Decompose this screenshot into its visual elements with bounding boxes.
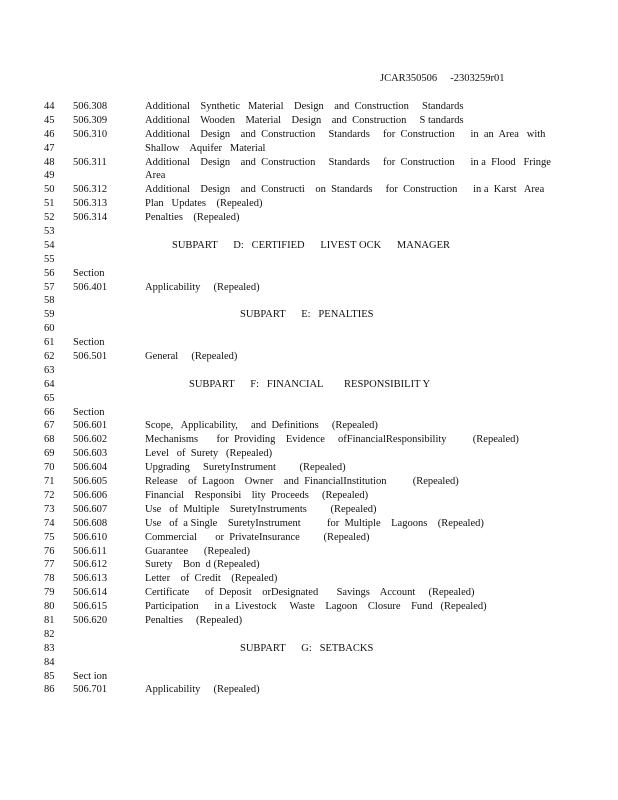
section-title: Additional Design and Construction Standards for Construction in an Area with [145, 128, 546, 140]
document-line [0, 558, 618, 572]
section-number: 506.309 [73, 114, 108, 126]
section-number: 506.605 [73, 476, 108, 488]
document-line [0, 128, 618, 142]
line-number: 73 [44, 503, 55, 515]
section-title: Use of a Single SuretyInstrument for Multiple Lagoons (Repealed) [145, 517, 484, 529]
document-line [0, 364, 618, 378]
section-title: Release of Lagoon Owner and FinancialInstitution (Repealed) [145, 476, 459, 488]
line-number: 53 [44, 226, 55, 238]
line-number: 54 [44, 239, 55, 251]
section-title: Use of Multiple SuretyInstruments (Repealed) [145, 503, 377, 515]
document-line [0, 156, 618, 170]
line-number: 68 [44, 434, 55, 446]
line-number: 71 [44, 476, 55, 488]
section-number: 506.614 [73, 587, 108, 599]
section-number: 506.611 [73, 545, 107, 557]
section-number: 506.610 [73, 531, 108, 543]
section-number: 506.620 [73, 614, 108, 626]
line-number: 72 [44, 489, 55, 501]
section-number: 506.615 [73, 601, 108, 613]
document-line [0, 670, 618, 684]
document-line [0, 100, 618, 114]
line-number: 59 [44, 309, 55, 321]
section-number: 506.313 [73, 198, 108, 210]
line-number: 69 [44, 448, 55, 460]
line-number: 58 [44, 295, 55, 307]
section-number: 506.601 [73, 420, 108, 432]
document-line [0, 531, 618, 545]
line-number: 44 [44, 101, 55, 112]
document-line [0, 683, 618, 697]
section-title: Letter of Credit (Repealed) [145, 573, 278, 585]
document-line [0, 211, 618, 225]
line-number: 86 [44, 684, 55, 696]
document-line [0, 517, 618, 531]
line-number: 57 [44, 281, 55, 293]
line-number: 74 [44, 517, 55, 529]
section-title: Applicability (Repealed) [145, 684, 260, 696]
section-number: 506.606 [73, 489, 108, 501]
section-title: Plan Updates (Repealed) [145, 198, 263, 210]
section-number: Section [73, 267, 105, 279]
document-line [0, 294, 618, 308]
table-of-contents [0, 100, 618, 697]
document-line [0, 169, 618, 183]
section-title: Commercial or PrivateInsurance (Repealed) [145, 531, 370, 543]
section-number: 506.602 [73, 434, 108, 446]
section-number: 506.314 [73, 212, 108, 224]
document-line [0, 142, 618, 156]
section-number: 506.312 [73, 184, 108, 196]
document-line [0, 322, 618, 336]
section-title: Upgrading SuretyInstrument (Repealed) [145, 462, 346, 474]
section-title: Additional Design and Constructi on Standards for Construction in a Karst Area [145, 184, 545, 196]
section-number: 506.310 [73, 128, 108, 140]
subpart-heading: SUBPART G: SETBACKS [240, 642, 374, 654]
line-number: 84 [44, 656, 55, 668]
section-number: 506.607 [73, 503, 108, 515]
section-title: Additional Wooden Material Design and Construction S tandards [145, 114, 464, 126]
section-number: 506.501 [73, 351, 108, 363]
document-line [0, 197, 618, 211]
document-line [0, 419, 618, 433]
section-title: Guarantee (Repealed) [145, 545, 250, 557]
subpart-heading: SUBPART F: FINANCIAL RESPONSIBILIT Y [189, 378, 431, 390]
section-title: Shallow Aquifer Material [145, 142, 266, 154]
line-number: 81 [44, 614, 55, 626]
line-number: 67 [44, 420, 55, 432]
document-line [0, 475, 618, 489]
document-line [0, 267, 618, 281]
line-number: 82 [44, 628, 55, 640]
document-line [0, 253, 618, 267]
line-number: 85 [44, 670, 55, 682]
section-title: Financial Responsibi lity Proceeds (Repealed) [145, 489, 369, 501]
document-line [0, 545, 618, 559]
document-line [0, 600, 618, 614]
line-number: 70 [44, 462, 55, 474]
section-number: 506.401 [73, 281, 108, 293]
section-title: Applicability (Repealed) [145, 281, 260, 293]
document-line [0, 350, 618, 364]
section-number: 506.311 [73, 156, 107, 168]
section-number: 506.701 [73, 684, 108, 696]
document-line [0, 572, 618, 586]
line-number: 46 [44, 128, 55, 140]
subpart-heading: SUBPART E: PENALTIES [240, 309, 374, 321]
line-number: 64 [44, 378, 55, 390]
document-line [0, 114, 618, 128]
document-line [0, 642, 618, 656]
section-title: Additional Design and Construction Standards for Construction in a Flood Fringe [145, 156, 551, 168]
line-number: 48 [44, 156, 55, 168]
line-number: 66 [44, 406, 55, 418]
section-title: Level of Surety (Repealed) [145, 448, 273, 460]
document-line [0, 183, 618, 197]
document-line [0, 628, 618, 642]
section-number: Sect ion [73, 670, 108, 682]
section-number: 506.608 [73, 517, 108, 529]
document-line [0, 336, 618, 350]
line-number: 76 [44, 545, 55, 557]
section-title: Surety Bon d (Repealed) [145, 559, 260, 571]
line-number: 45 [44, 114, 55, 126]
line-number: 75 [44, 531, 55, 543]
document-line [0, 656, 618, 670]
document-id: JCAR350506 -2303259r01 [380, 73, 505, 84]
line-number: 47 [44, 142, 55, 154]
section-title: Area [145, 170, 166, 182]
section-title: Penalties (Repealed) [145, 614, 243, 626]
document-line [0, 239, 618, 253]
line-number: 49 [44, 170, 55, 182]
line-number: 62 [44, 351, 55, 363]
document-line [0, 489, 618, 503]
document-line [0, 392, 618, 406]
section-title: Scope, Applicability, and Definitions (Repealed) [145, 420, 378, 432]
line-number: 79 [44, 587, 55, 599]
line-number: 77 [44, 559, 55, 571]
subpart-heading: SUBPART D: CERTIFIED LIVEST OCK MANAGER [172, 239, 450, 251]
document-line [0, 586, 618, 600]
section-title: Certificate of Deposit orDesignated Savings Account (Repealed) [145, 587, 475, 599]
section-title: Additional Synthetic Material Design and Construction Standards [145, 101, 464, 112]
document-line [0, 447, 618, 461]
document-line [0, 433, 618, 447]
line-number: 55 [44, 253, 55, 265]
section-number: 506.308 [73, 101, 108, 112]
line-number: 52 [44, 212, 55, 224]
line-number: 60 [44, 323, 55, 335]
document-line [0, 281, 618, 295]
document-line [0, 406, 618, 420]
section-number: Section [73, 406, 105, 418]
section-title: Penalties (Repealed) [145, 212, 240, 224]
line-number: 61 [44, 337, 55, 349]
line-number: 50 [44, 184, 55, 196]
line-number: 83 [44, 642, 55, 654]
document-line [0, 614, 618, 628]
section-number: 506.603 [73, 448, 108, 460]
line-number: 63 [44, 364, 55, 376]
line-number: 51 [44, 198, 55, 210]
line-number: 65 [44, 392, 55, 404]
section-number: 506.612 [73, 559, 108, 571]
document-line [0, 378, 618, 392]
document-line [0, 461, 618, 475]
document-line [0, 225, 618, 239]
line-number: 78 [44, 573, 55, 585]
document-line [0, 308, 618, 322]
section-number: 506.613 [73, 573, 108, 585]
section-title: Participation in a Livestock Waste Lagoon Closure Fund (Repealed) [145, 601, 487, 613]
line-number: 80 [44, 601, 55, 613]
section-title: Mechanisms for Providing Evidence ofFinancialResponsibility (Repealed) [145, 434, 519, 446]
section-title: General (Repealed) [145, 351, 238, 363]
line-number: 56 [44, 267, 55, 279]
section-number: Section [73, 337, 105, 349]
section-number: 506.604 [73, 462, 108, 474]
document-line [0, 503, 618, 517]
